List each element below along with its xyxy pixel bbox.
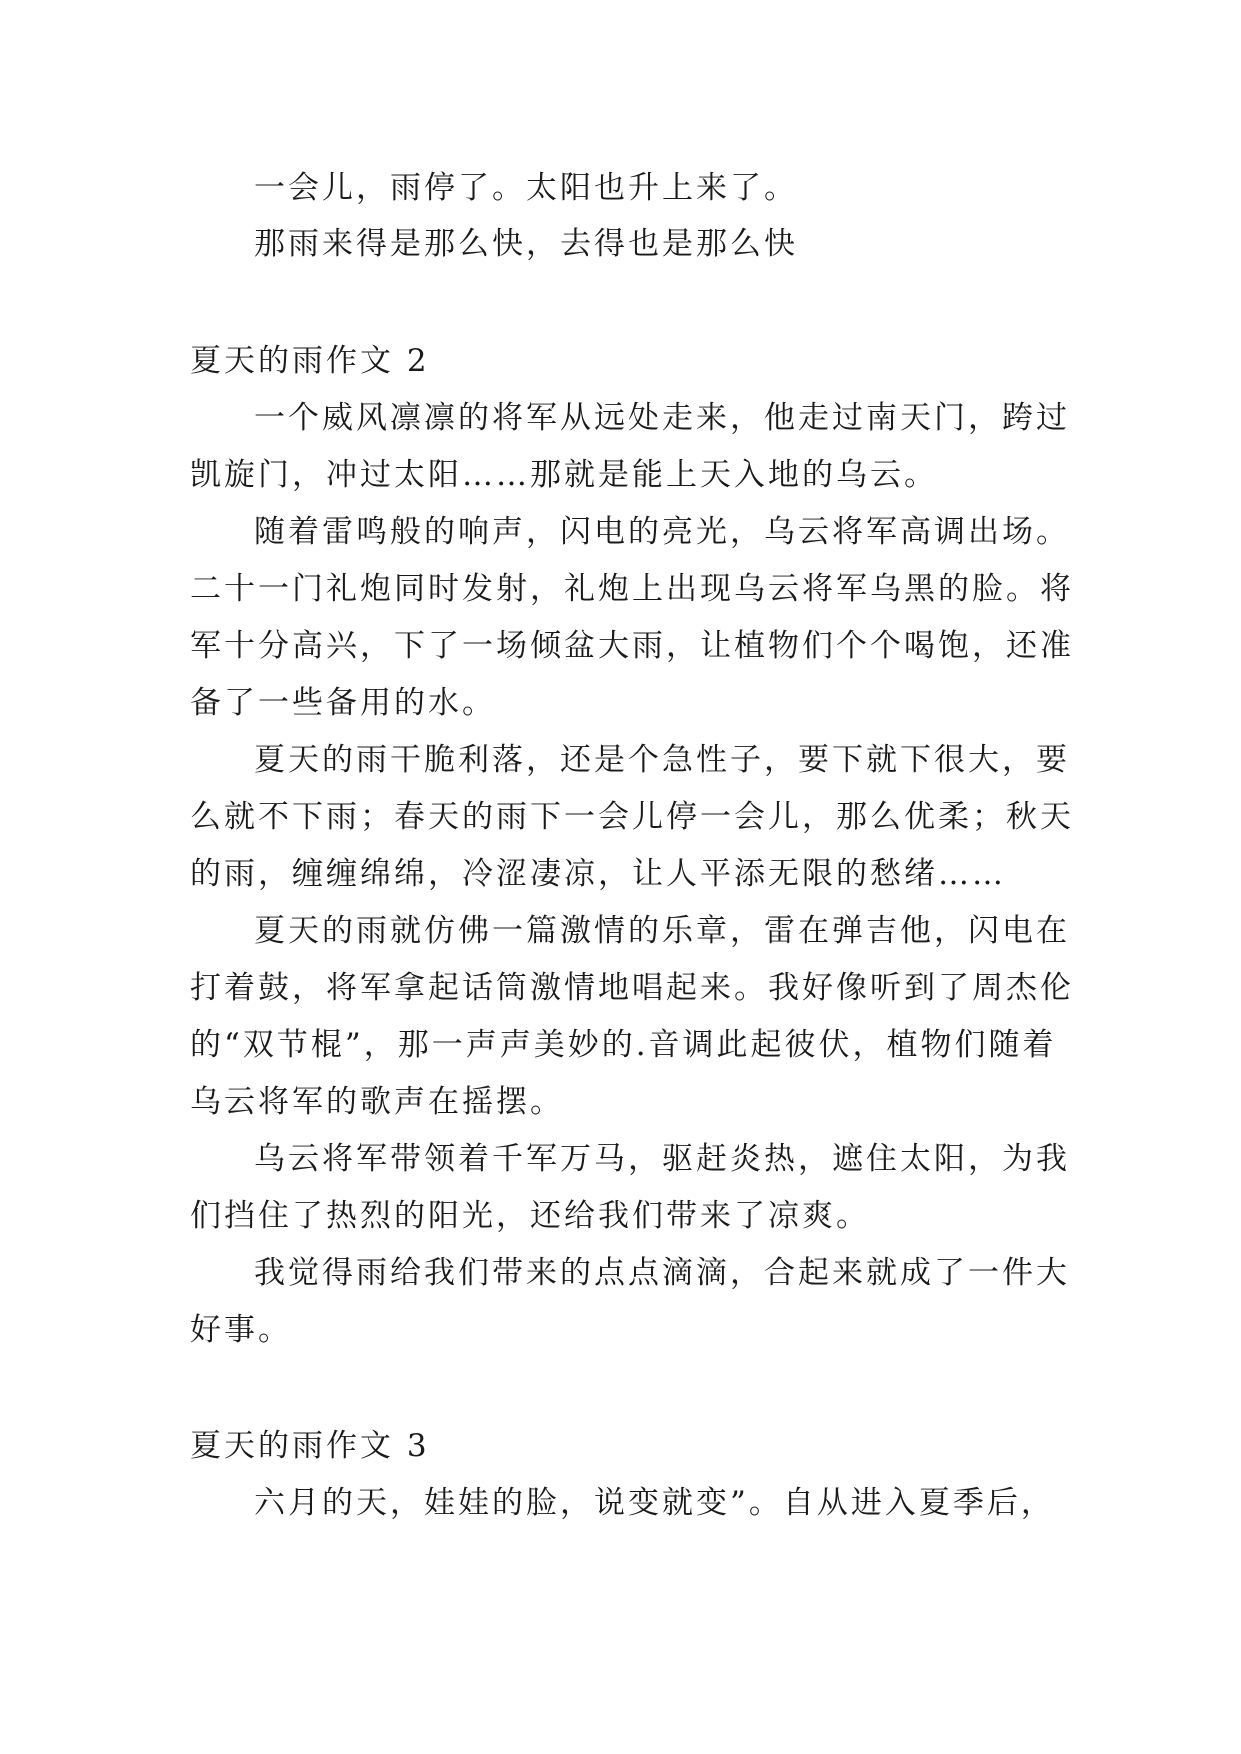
- paragraph-line: 一会儿，雨停了。太阳也升上来了。: [254, 170, 798, 206]
- section-heading: 夏天的雨作文 2: [190, 343, 430, 379]
- paragraph-line: 随着雷鸣般的响声，闪电的亮光，乌云将军高调出场。: [254, 514, 1070, 550]
- paragraph-line: 那雨来得是那么快，去得也是那么快: [254, 226, 798, 262]
- paragraph-line: 我觉得雨给我们带来的点点滴滴，合起来就成了一件大: [254, 1255, 1070, 1291]
- paragraph-line: 好事。: [190, 1312, 292, 1348]
- paragraph-line: 的雨，缠缠绵绵，冷涩凄凉，让人平添无限的愁绪……: [190, 856, 1006, 892]
- paragraph-line: 军十分高兴，下了一场倾盆大雨，让植物们个个喝饱，还准: [190, 628, 1074, 664]
- paragraph-line: 一个威风凛凛的将军从远处走来，他走过南天门，跨过: [254, 400, 1070, 436]
- paragraph-line: 六月的天，娃娃的脸，说变就变”。自从进入夏季后，: [254, 1485, 1055, 1521]
- paragraph-line: 夏天的雨干脆利落，还是个急性子，要下就下很大，要: [254, 742, 1070, 778]
- paragraph-line: 打着鼓，将军拿起话筒激情地唱起来。我好像听到了周杰伦: [190, 970, 1074, 1006]
- paragraph-line: 夏天的雨就仿佛一篇激情的乐章，雷在弹吉他，闪电在: [254, 913, 1070, 949]
- section-heading: 夏天的雨作文 3: [190, 1428, 430, 1464]
- paragraph-line: 们挡住了热烈的阳光，还给我们带来了凉爽。: [190, 1198, 870, 1234]
- paragraph-line: 乌云将军带领着千军万马，驱赶炎热，遮住太阳，为我: [254, 1141, 1070, 1177]
- paragraph-line: 的“双节棍”，那一声声美妙的.音调此起彼伏，植物们随着: [190, 1027, 1057, 1063]
- paragraph-line: 二十一门礼炮同时发射，礼炮上出现乌云将军乌黑的脸。将: [190, 571, 1074, 607]
- paragraph-line: 凯旋门，冲过太阳……那就是能上天入地的乌云。: [190, 457, 938, 493]
- paragraph-line: 备了一些备用的水。: [190, 685, 496, 721]
- paragraph-line: 么就不下雨；春天的雨下一会儿停一会儿，那么优柔；秋天: [190, 799, 1074, 835]
- paragraph-line: 乌云将军的歌声在摇摆。: [190, 1084, 564, 1120]
